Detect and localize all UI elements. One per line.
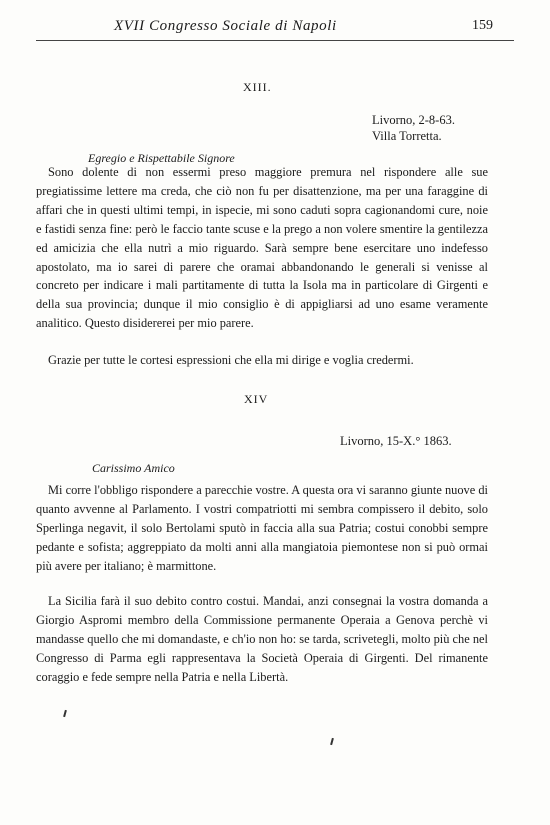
letter-place-date: Livorno, 15-X.° 1863. bbox=[340, 434, 452, 448]
letter-paragraph: Sono dolente di non essermi preso maggiore premura nel rispondere alle sue pregiatissime lettere ma creda, che ciò non fu per disattenzione, ma per una faraggine di affari che in questi ultimi tempi, in ispecie, mi sono caduti sopra cagionandomi cure, noie e fastidi senza fine: però le faccio tante scuse e la prego a non volere smentire la gentilezza ed amicizia che ella nutrì a mio riguardo. Sarà sempre bene esercitare uno indefesso apostolato, ma io sarei di parere che oramai abbandonando le generali si venisse al concreto per indicare i mali partitamente di tutta la Isola ma in particolare di Girgenti e della sua provincia; dunque il mio consiglio è di appigliarsi ad uno esame veramente analitico. Questo disidererei per mio parere. bbox=[36, 165, 488, 331]
page-header bbox=[0, 14, 550, 42]
ink-mark bbox=[330, 738, 334, 745]
letter-paragraph: Mi corre l'obbligo rispondere a parecchie vostre. A questa ora vi saranno giunte nuove di quanto avvenne al Parlamento. I vostri compatriotti mi sembra compissero il debito, solo Sperlinga negavit, il solo Bertolami sputò in faccia alla sua Patria; costui conobbi sempre pedante e sofista; aggreppiato da molti anni alla mangiatoia piemontese non si può ormai più avere per italiano; è marmittone. bbox=[36, 483, 488, 573]
header-rule bbox=[36, 40, 514, 41]
letter-numeral: XIII. bbox=[243, 80, 272, 94]
ink-mark bbox=[63, 710, 67, 717]
letter-numeral: XIV bbox=[244, 392, 269, 406]
letter-salutation: Egregio e Rispettabile Signore bbox=[88, 151, 235, 165]
letter-address: Villa Torretta. bbox=[372, 129, 442, 143]
letter-paragraph: Grazie per tutte le cortesi espressioni che ella mi dirige e voglia credermi. bbox=[48, 353, 414, 367]
running-title: XVII Congresso Sociale di Napoli bbox=[114, 18, 337, 34]
page-number: 159 bbox=[472, 18, 493, 33]
letter-salutation: Carissimo Amico bbox=[92, 461, 175, 475]
letter-place-date: Livorno, 2-8-63. bbox=[372, 113, 455, 127]
letter-paragraph: La Sicilia farà il suo debito contro costui. Mandai, anzi consegnai la vostra domanda a Giorgio Aspromi membro della Commissione permanente Operaia a Genova perchè vi mandasse quello che mi domandaste, e ch'io non ho: se tarda, scrivetegli, molto più che nel Congresso di Parma egli rappresentava la Società Operaia di Girgenti. Del rimanente coraggio e fede sempre nella Patria e nella Libertà. bbox=[36, 594, 488, 684]
